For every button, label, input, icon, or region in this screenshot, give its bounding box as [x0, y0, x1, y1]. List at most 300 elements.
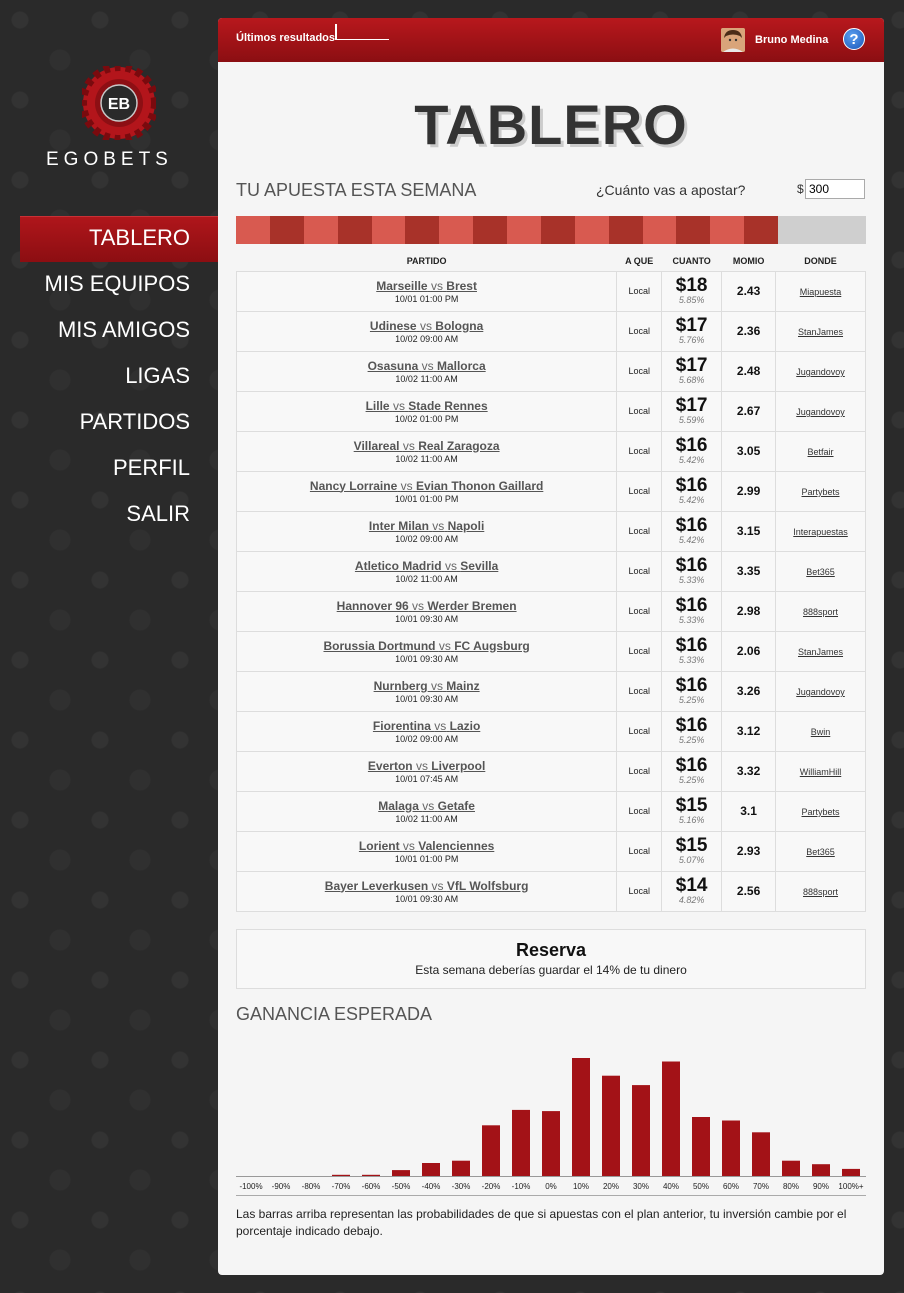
- donde-cell: [776, 871, 866, 911]
- match-date: 10/01 09:30 AM: [395, 613, 459, 624]
- bet-side: Local: [617, 391, 662, 431]
- bookmaker-link[interactable]: Jugandovoy: [796, 407, 845, 417]
- bookmaker-link[interactable]: StanJames: [798, 647, 844, 657]
- donde-cell: [776, 831, 866, 871]
- chart-tick-label: 60%: [722, 1182, 740, 1191]
- amount-cell: [662, 271, 722, 311]
- home-team[interactable]: Nurnberg: [373, 678, 428, 693]
- vs-label: vs: [434, 718, 447, 733]
- away-team[interactable]: Bologna: [435, 318, 484, 333]
- match-date: 10/02 01:00 PM: [394, 413, 459, 424]
- bet-percent: 5.16%: [678, 815, 705, 825]
- table-row: [237, 671, 866, 711]
- chart-tick-label: -20%: [481, 1182, 501, 1191]
- match-link[interactable]: [237, 559, 616, 573]
- match-link[interactable]: [237, 399, 616, 413]
- home-team[interactable]: Villareal: [353, 438, 400, 453]
- allocation-segment: [778, 216, 866, 244]
- donde-cell: [776, 631, 866, 671]
- bet-side: Local: [617, 431, 662, 471]
- home-team[interactable]: Hannover 96: [336, 598, 409, 613]
- amount-cell: [662, 471, 722, 511]
- expected-gain-chart: [236, 1036, 876, 1216]
- momio-value: 2.99: [722, 471, 776, 511]
- bet-percent: 5.42%: [678, 535, 705, 545]
- away-team[interactable]: Stade Rennes: [408, 398, 488, 413]
- table-row: [237, 791, 866, 831]
- table-row: [237, 511, 866, 551]
- away-team[interactable]: Valenciennes: [418, 838, 495, 853]
- match-cell: [237, 351, 617, 391]
- chart-bar: [512, 1110, 530, 1176]
- vs-label: vs: [392, 398, 405, 413]
- bet-side: Local: [617, 511, 662, 551]
- chart-bar: [752, 1132, 770, 1176]
- amount-cell: [662, 631, 722, 671]
- donde-cell: [776, 751, 866, 791]
- bet-amount: $15: [675, 835, 708, 856]
- allocation-segment: [575, 216, 609, 244]
- chart-tick-label: 90%: [812, 1182, 830, 1191]
- vs-label: vs: [412, 598, 425, 613]
- amount-cell: [662, 711, 722, 751]
- match-date: 10/01 09:30 AM: [395, 653, 459, 664]
- reserve-title: Reserva: [515, 940, 587, 960]
- chart-bar: [722, 1121, 740, 1177]
- match-link[interactable]: [237, 319, 616, 333]
- match-date: 10/02 09:00 AM: [395, 333, 459, 344]
- away-team[interactable]: Real Zaragoza: [418, 438, 500, 453]
- away-team[interactable]: Liverpool: [431, 758, 486, 773]
- chart-tick-label: -60%: [361, 1182, 381, 1191]
- sidebar: [0, 0, 218, 1293]
- away-team[interactable]: Getafe: [437, 798, 475, 813]
- chart-tick-label: -40%: [421, 1182, 441, 1191]
- away-team[interactable]: VfL Wolfsburg: [446, 878, 529, 893]
- user-name[interactable]: Bruno Medina: [755, 34, 829, 46]
- donde-cell: [776, 391, 866, 431]
- col-header-aque: A QUE: [625, 255, 654, 266]
- match-date: 10/01 01:00 PM: [394, 293, 459, 304]
- bookmaker-link[interactable]: Jugandovoy: [796, 367, 845, 377]
- home-team[interactable]: Fiorentina: [372, 718, 431, 733]
- away-team[interactable]: Werder Bremen: [427, 598, 517, 613]
- bet-amount: $16: [675, 755, 708, 776]
- nav-item-ligas[interactable]: LIGAS: [125, 363, 190, 388]
- momio-value: 3.32: [722, 751, 776, 791]
- bet-amount: $18: [675, 275, 708, 296]
- chart-note: Las barras arriba representan las probabilidades de que si apuestas con el plan anterior, tu inversión cambie por el porcentaje indicado debajo.: [236, 1207, 847, 1238]
- match-date: 10/02 11:00 AM: [395, 573, 458, 584]
- away-team[interactable]: Napoli: [447, 518, 485, 533]
- bookmaker-link[interactable]: Bwin: [810, 727, 831, 737]
- vs-label: vs: [431, 878, 444, 893]
- chart-tick-label: -80%: [301, 1182, 321, 1191]
- chart-tick-label: 20%: [602, 1182, 620, 1191]
- chart-bar: [422, 1163, 440, 1176]
- bookmaker-link[interactable]: Partybets: [801, 487, 840, 497]
- match-link[interactable]: [237, 359, 616, 373]
- bet-amount: $14: [675, 875, 708, 896]
- momio-value: 3.26: [722, 671, 776, 711]
- bet-side: Local: [617, 831, 662, 871]
- recent-results-sparkline: [335, 24, 389, 40]
- home-team[interactable]: Marseille: [376, 278, 428, 293]
- bookmaker-link[interactable]: Bet365: [806, 847, 835, 857]
- match-link[interactable]: [237, 759, 616, 773]
- table-row: [237, 391, 866, 431]
- chart-tick-label: -10%: [511, 1182, 531, 1191]
- bet-side: Local: [617, 311, 662, 351]
- home-team[interactable]: Bayer Leverkusen: [324, 878, 429, 893]
- bet-side: Local: [617, 351, 662, 391]
- match-date: 10/01 01:00 PM: [394, 493, 459, 504]
- bet-amount: $16: [675, 555, 708, 576]
- amount-cell: [662, 831, 722, 871]
- away-team[interactable]: Brest: [446, 278, 477, 293]
- bookmaker-link[interactable]: Interapuestas: [793, 527, 848, 537]
- match-cell: [237, 631, 617, 671]
- chart-bar: [392, 1170, 410, 1176]
- bookmaker-link[interactable]: Betfair: [807, 447, 834, 457]
- bet-side: Local: [617, 631, 662, 671]
- chart-bar: [662, 1062, 680, 1177]
- table-row: [237, 711, 866, 751]
- vs-label: vs: [402, 438, 415, 453]
- chart-tick-label: 0%: [545, 1182, 557, 1191]
- bet-amount: $16: [675, 515, 708, 536]
- match-link[interactable]: [237, 519, 616, 533]
- table-row: [237, 831, 866, 871]
- match-cell: [237, 591, 617, 631]
- home-team[interactable]: Everton: [367, 758, 413, 773]
- amount-cell: [662, 511, 722, 551]
- donde-cell: [776, 671, 866, 711]
- home-team[interactable]: Inter Milan: [368, 518, 429, 533]
- col-header-momio: MOMIO: [732, 255, 765, 266]
- expected-gain-title: GANANCIA ESPERADA: [236, 1004, 433, 1024]
- nav-item-tablero[interactable]: TABLERO: [20, 216, 218, 262]
- amount-cell: [662, 351, 722, 391]
- egobets-logo[interactable]: [82, 66, 156, 140]
- home-team[interactable]: Malaga: [378, 798, 419, 813]
- amount-cell: [662, 791, 722, 831]
- momio-value: 3.1: [722, 791, 776, 831]
- bet-percent: 5.07%: [678, 855, 705, 865]
- home-team[interactable]: Udinese: [369, 318, 417, 333]
- donde-cell: [776, 791, 866, 831]
- bet-percent: 5.42%: [678, 495, 705, 505]
- table-row: [237, 471, 866, 511]
- help-icon[interactable]: ?: [843, 28, 865, 50]
- col-header-cuanto: CUANTO: [672, 255, 711, 266]
- vs-label: vs: [421, 358, 434, 373]
- bet-amount: $16: [675, 435, 708, 456]
- momio-value: 2.93: [722, 831, 776, 871]
- momio-value: 3.05: [722, 431, 776, 471]
- bet-amount: $16: [675, 635, 708, 656]
- table-row: [237, 871, 866, 911]
- table-row: [237, 351, 866, 391]
- nav-item-perfil[interactable]: PERFIL: [112, 455, 190, 480]
- logo-monogram: EB: [107, 96, 131, 113]
- table-row: [237, 631, 866, 671]
- match-cell: [237, 751, 617, 791]
- vs-label: vs: [400, 478, 413, 493]
- chart-bar: [782, 1161, 800, 1176]
- user-avatar[interactable]: [721, 28, 745, 52]
- amount-cell: [662, 751, 722, 791]
- table-header-row: [237, 251, 866, 271]
- bookmaker-link[interactable]: Partybets: [801, 807, 840, 817]
- match-cell: [237, 791, 617, 831]
- bookmaker-link[interactable]: 888sport: [803, 607, 839, 617]
- amount-cell: [662, 391, 722, 431]
- donde-cell: [776, 591, 866, 631]
- match-link[interactable]: [237, 479, 616, 493]
- away-team[interactable]: FC Augsburg: [454, 638, 530, 653]
- match-cell: [237, 711, 617, 751]
- chart-bar: [632, 1085, 650, 1176]
- bookmaker-link[interactable]: WilliamHill: [799, 767, 842, 777]
- donde-cell: [776, 711, 866, 751]
- bet-amount: $15: [675, 795, 708, 816]
- vs-label: vs: [432, 518, 445, 533]
- home-team[interactable]: Nancy Lorraine: [309, 478, 398, 493]
- match-link[interactable]: [237, 679, 616, 693]
- amount-cell: [662, 311, 722, 351]
- bet-side: Local: [617, 591, 662, 631]
- bet-percent: 5.25%: [678, 775, 705, 785]
- bookmaker-link[interactable]: Miapuesta: [799, 287, 842, 297]
- bookmaker-link[interactable]: Jugandovoy: [796, 687, 845, 697]
- bookmaker-link[interactable]: StanJames: [798, 327, 844, 337]
- recent-results-label[interactable]: Últimos resultados: [236, 32, 336, 44]
- match-date: 10/01 09:30 AM: [395, 893, 459, 904]
- match-date: 10/02 11:00 AM: [395, 813, 458, 824]
- bet-amount: $16: [675, 475, 708, 496]
- allocation-segment: [609, 216, 643, 244]
- nav-item-mis-amigos[interactable]: MIS AMIGOS: [57, 317, 190, 342]
- away-team[interactable]: Sevilla: [460, 558, 499, 573]
- donde-cell: [776, 311, 866, 351]
- allocation-segment: [643, 216, 677, 244]
- chart-tick-label: -30%: [451, 1182, 471, 1191]
- bet-side: Local: [617, 791, 662, 831]
- nav-item-partidos[interactable]: PARTIDOS: [79, 409, 190, 434]
- chart-bar: [362, 1175, 380, 1176]
- top-bar: [218, 18, 884, 62]
- chart-bar: [542, 1111, 560, 1176]
- chart-bar: [692, 1117, 710, 1176]
- chart-bar: [572, 1058, 590, 1176]
- chart-bar: [842, 1169, 860, 1176]
- allocation-segment: [676, 216, 710, 244]
- allocation-segment: [405, 216, 439, 244]
- bets-table: [236, 251, 866, 912]
- bet-amount: $16: [675, 715, 708, 736]
- vs-label: vs: [430, 278, 443, 293]
- bet-amount-input[interactable]: [805, 179, 865, 199]
- match-link[interactable]: [237, 279, 616, 293]
- bookmaker-link[interactable]: 888sport: [803, 887, 839, 897]
- nav-item-mis-equipos[interactable]: MIS EQUIPOS: [44, 271, 190, 296]
- vs-label: vs: [444, 558, 457, 573]
- chart-tick-label: 10%: [572, 1182, 590, 1191]
- bet-side: Local: [617, 271, 662, 311]
- allocation-segment: [541, 216, 575, 244]
- bet-side: Local: [617, 711, 662, 751]
- match-cell: [237, 431, 617, 471]
- donde-cell: [776, 471, 866, 511]
- allocation-segment: [338, 216, 372, 244]
- bet-percent: 5.33%: [678, 655, 705, 665]
- page-title: TABLERO: [414, 93, 688, 156]
- bet-percent: 5.42%: [678, 455, 705, 465]
- momio-value: 3.15: [722, 511, 776, 551]
- chart-tick-label: -70%: [331, 1182, 351, 1191]
- match-link[interactable]: [237, 599, 616, 613]
- bet-percent: 5.25%: [678, 695, 705, 705]
- bet-amount: $16: [675, 675, 708, 696]
- bet-amount: $17: [675, 395, 708, 416]
- chart-tick-label: -90%: [271, 1182, 291, 1191]
- bet-percent: 5.59%: [678, 415, 705, 425]
- bet-side: Local: [617, 551, 662, 591]
- allocation-segment: [744, 216, 778, 244]
- bet-allocation-strip: [236, 216, 866, 244]
- donde-cell: [776, 551, 866, 591]
- donde-cell: [776, 271, 866, 311]
- vs-label: vs: [402, 838, 415, 853]
- match-link[interactable]: [237, 799, 616, 813]
- col-header-match: PARTIDO: [406, 255, 447, 266]
- match-cell: [237, 551, 617, 591]
- match-link[interactable]: [237, 839, 616, 853]
- chart-tick-label: 70%: [752, 1182, 770, 1191]
- bet-percent: 5.68%: [678, 375, 705, 385]
- donde-cell: [776, 351, 866, 391]
- chart-bar: [482, 1125, 500, 1176]
- match-date: 10/01 01:00 PM: [394, 853, 459, 864]
- match-date: 10/01 07:45 AM: [395, 773, 459, 784]
- match-link[interactable]: [237, 439, 616, 453]
- away-team[interactable]: Mainz: [446, 678, 480, 693]
- bet-percent: 5.76%: [678, 335, 705, 345]
- chart-tick-label: -100%: [239, 1182, 263, 1191]
- away-team[interactable]: Lazio: [449, 718, 481, 733]
- match-cell: [237, 511, 617, 551]
- allocation-segment: [507, 216, 541, 244]
- table-row: [237, 271, 866, 311]
- home-team[interactable]: Lorient: [358, 838, 400, 853]
- vs-label: vs: [430, 678, 443, 693]
- allocation-segment: [473, 216, 507, 244]
- amount-cell: [662, 591, 722, 631]
- match-cell: [237, 831, 617, 871]
- match-link[interactable]: [237, 719, 616, 733]
- match-link[interactable]: [237, 879, 616, 893]
- match-date: 10/02 09:00 AM: [395, 533, 459, 544]
- main-nav: [20, 216, 218, 538]
- reserve-text: Esta semana deberías guardar el 14% de tu dinero: [415, 963, 687, 977]
- bet-section-title: TU APUESTA ESTA SEMANA: [236, 180, 477, 200]
- chart-bar: [452, 1161, 470, 1176]
- match-link[interactable]: [237, 639, 616, 653]
- currency-symbol: $: [797, 182, 804, 196]
- momio-value: 2.48: [722, 351, 776, 391]
- bet-amount: $16: [675, 595, 708, 616]
- allocation-segment: [710, 216, 744, 244]
- nav-item-salir[interactable]: SALIR: [126, 501, 190, 526]
- donde-cell: [776, 511, 866, 551]
- home-team[interactable]: Borussia Dortmund: [323, 638, 436, 653]
- table-row: [237, 551, 866, 591]
- bet-amount: $17: [675, 315, 708, 336]
- momio-value: 2.36: [722, 311, 776, 351]
- momio-value: 2.56: [722, 871, 776, 911]
- allocation-segment: [372, 216, 406, 244]
- momio-value: 2.67: [722, 391, 776, 431]
- momio-value: 2.43: [722, 271, 776, 311]
- away-team[interactable]: Mallorca: [436, 358, 486, 373]
- match-cell: [237, 671, 617, 711]
- match-date: 10/01 09:30 AM: [395, 693, 459, 704]
- match-date: 10/02 09:00 AM: [395, 733, 459, 744]
- bet-percent: 5.33%: [678, 615, 705, 625]
- allocation-segment: [270, 216, 304, 244]
- momio-value: 3.35: [722, 551, 776, 591]
- bet-percent: 4.82%: [678, 895, 705, 905]
- allocation-segment: [304, 216, 338, 244]
- bet-amount-question: ¿Cuánto vas a apostar?: [596, 182, 746, 198]
- home-team[interactable]: Osasuna: [367, 358, 419, 373]
- match-cell: [237, 871, 617, 911]
- chart-tick-label: 80%: [782, 1182, 800, 1191]
- bets-table-body: [237, 271, 866, 911]
- allocation-segment: [236, 216, 270, 244]
- brand-name: EGOBETS: [46, 149, 173, 170]
- match-cell: [237, 311, 617, 351]
- table-row: [237, 591, 866, 631]
- match-cell: [237, 391, 617, 431]
- amount-cell: [662, 551, 722, 591]
- bookmaker-link[interactable]: Bet365: [806, 567, 835, 577]
- chart-tick-label: 100%+: [838, 1182, 864, 1191]
- col-header-donde: DONDE: [804, 255, 837, 266]
- allocation-segment: [439, 216, 473, 244]
- chart-tick-label: 40%: [662, 1182, 680, 1191]
- chart-bar: [602, 1076, 620, 1176]
- table-row: [237, 311, 866, 351]
- main-panel: [218, 18, 884, 1275]
- vs-label: vs: [438, 638, 451, 653]
- bet-side: Local: [617, 751, 662, 791]
- away-team[interactable]: Evian Thonon Gaillard: [415, 478, 544, 493]
- match-date: 10/02 11:00 AM: [395, 453, 458, 464]
- donde-cell: [776, 431, 866, 471]
- bet-side: Local: [617, 471, 662, 511]
- chart-bar: [812, 1164, 830, 1176]
- home-team[interactable]: Atletico Madrid: [354, 558, 442, 573]
- bet-percent: 5.33%: [678, 575, 705, 585]
- momio-value: 3.12: [722, 711, 776, 751]
- home-team[interactable]: Lille: [365, 398, 390, 413]
- vs-label: vs: [419, 318, 432, 333]
- match-date: 10/02 11:00 AM: [395, 373, 458, 384]
- bet-percent: 5.25%: [678, 735, 705, 745]
- chart-tick-label: -50%: [391, 1182, 411, 1191]
